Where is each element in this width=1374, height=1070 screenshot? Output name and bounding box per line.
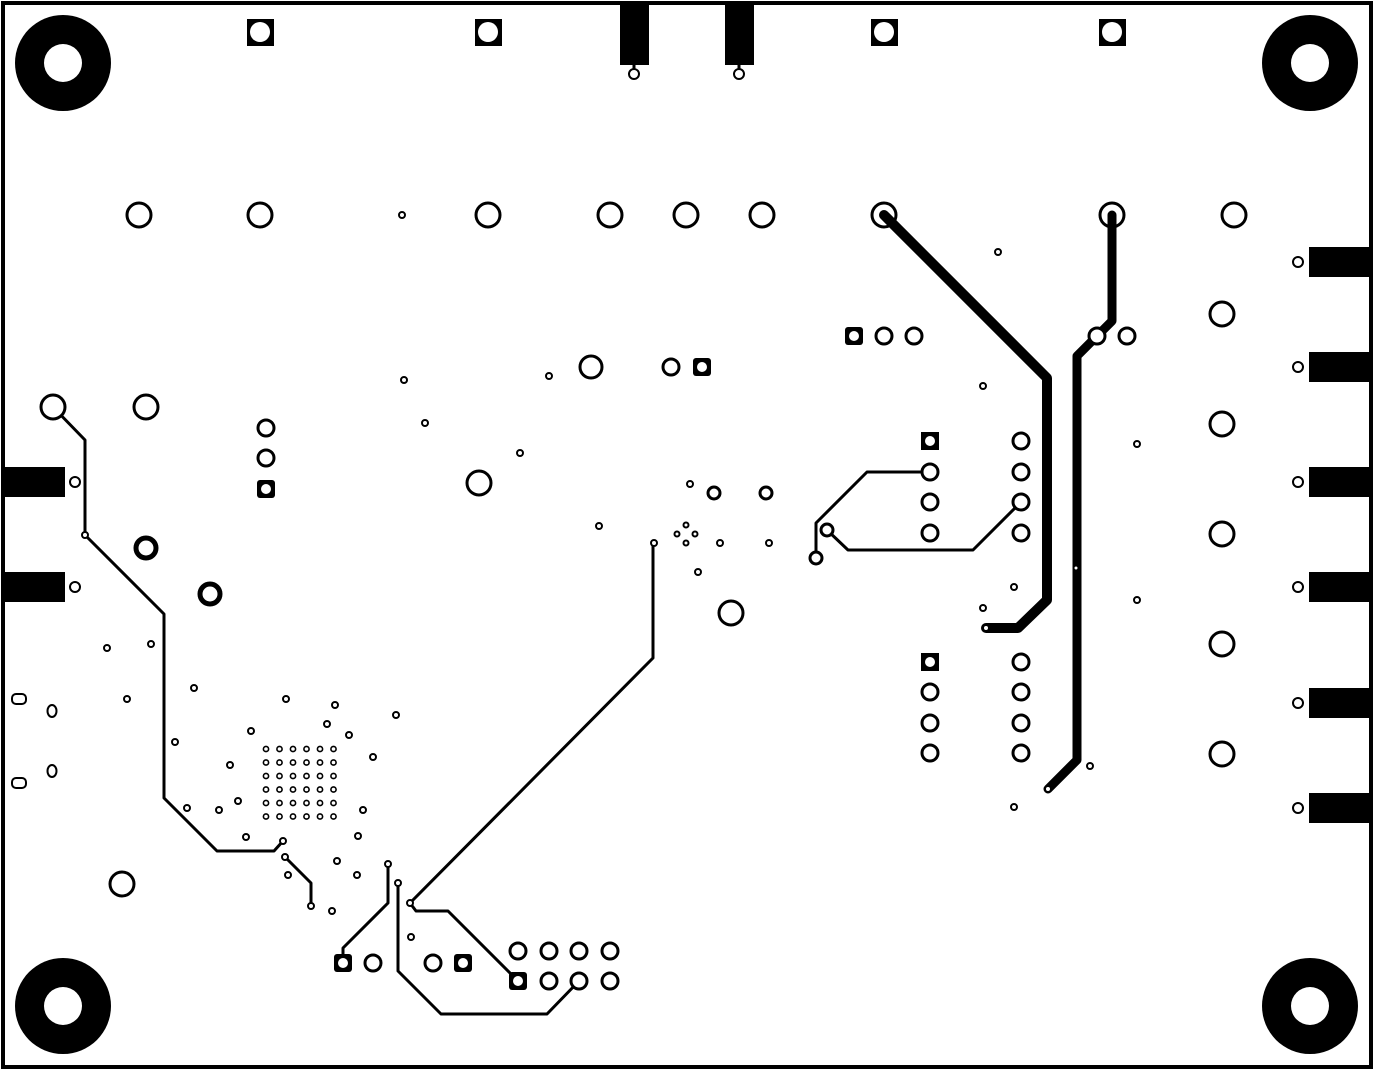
right-edge-connectors (1293, 247, 1371, 823)
header-top-right (845, 327, 1135, 345)
bga-ball (290, 787, 295, 792)
top-square-pads (247, 19, 1126, 46)
bga-ball (331, 746, 336, 751)
bga-ball (331, 814, 336, 819)
bga-ball (317, 787, 322, 792)
bga-ball (263, 814, 268, 819)
mounting-hole-top-left (15, 15, 111, 111)
header-left-vertical (257, 420, 275, 498)
mounting-hole-bottom-right (1262, 958, 1358, 1054)
board-outline (3, 3, 1371, 1067)
right-column-pads (1210, 302, 1234, 766)
bga-ball (263, 760, 268, 765)
top-edge-connectors (620, 3, 754, 79)
bga-ball (317, 760, 322, 765)
bga-ball (290, 814, 295, 819)
small-vias (82, 212, 1140, 940)
bga-ball (263, 800, 268, 805)
bga-ball (263, 787, 268, 792)
bga-ball (317, 746, 322, 751)
bga-ball (304, 814, 309, 819)
bga-ball (331, 760, 336, 765)
through-hole-pad-row (127, 203, 1246, 227)
bga-ball (290, 800, 295, 805)
mounting-holes (15, 15, 1358, 1054)
mounting-hole-top-right (1262, 15, 1358, 111)
bga-ball (304, 746, 309, 751)
bga-ball (331, 773, 336, 778)
bga-ball (290, 773, 295, 778)
bga-ball (331, 800, 336, 805)
bga-ball (290, 746, 295, 751)
header-bottom (334, 943, 618, 990)
bga-ball (263, 746, 268, 751)
bga-ball (317, 800, 322, 805)
left-oval-pads (12, 694, 57, 788)
bga-ball (277, 814, 282, 819)
bga-ball (290, 760, 295, 765)
bga-ball (277, 760, 282, 765)
bga-ball (304, 800, 309, 805)
power-traces (884, 215, 1112, 789)
bga-ball (331, 787, 336, 792)
bga-ball (277, 773, 282, 778)
bga-ball (277, 746, 282, 751)
bga-ball (277, 787, 282, 792)
header-mid-center (580, 356, 711, 378)
ic-footprint-lower (921, 653, 1029, 761)
bga-footprint (263, 746, 336, 819)
left-edge-connectors (3, 467, 80, 602)
mounting-hole-bottom-left (15, 958, 111, 1054)
bga-ball (277, 800, 282, 805)
ic-footprint-upper (921, 432, 1029, 541)
bga-ball (317, 814, 322, 819)
misc-large-pads (41, 395, 833, 896)
bga-ball (263, 773, 268, 778)
bga-ball (317, 773, 322, 778)
bga-ball (304, 773, 309, 778)
signal-traces (53, 407, 1021, 1014)
bga-ball (304, 760, 309, 765)
bga-ball (304, 787, 309, 792)
